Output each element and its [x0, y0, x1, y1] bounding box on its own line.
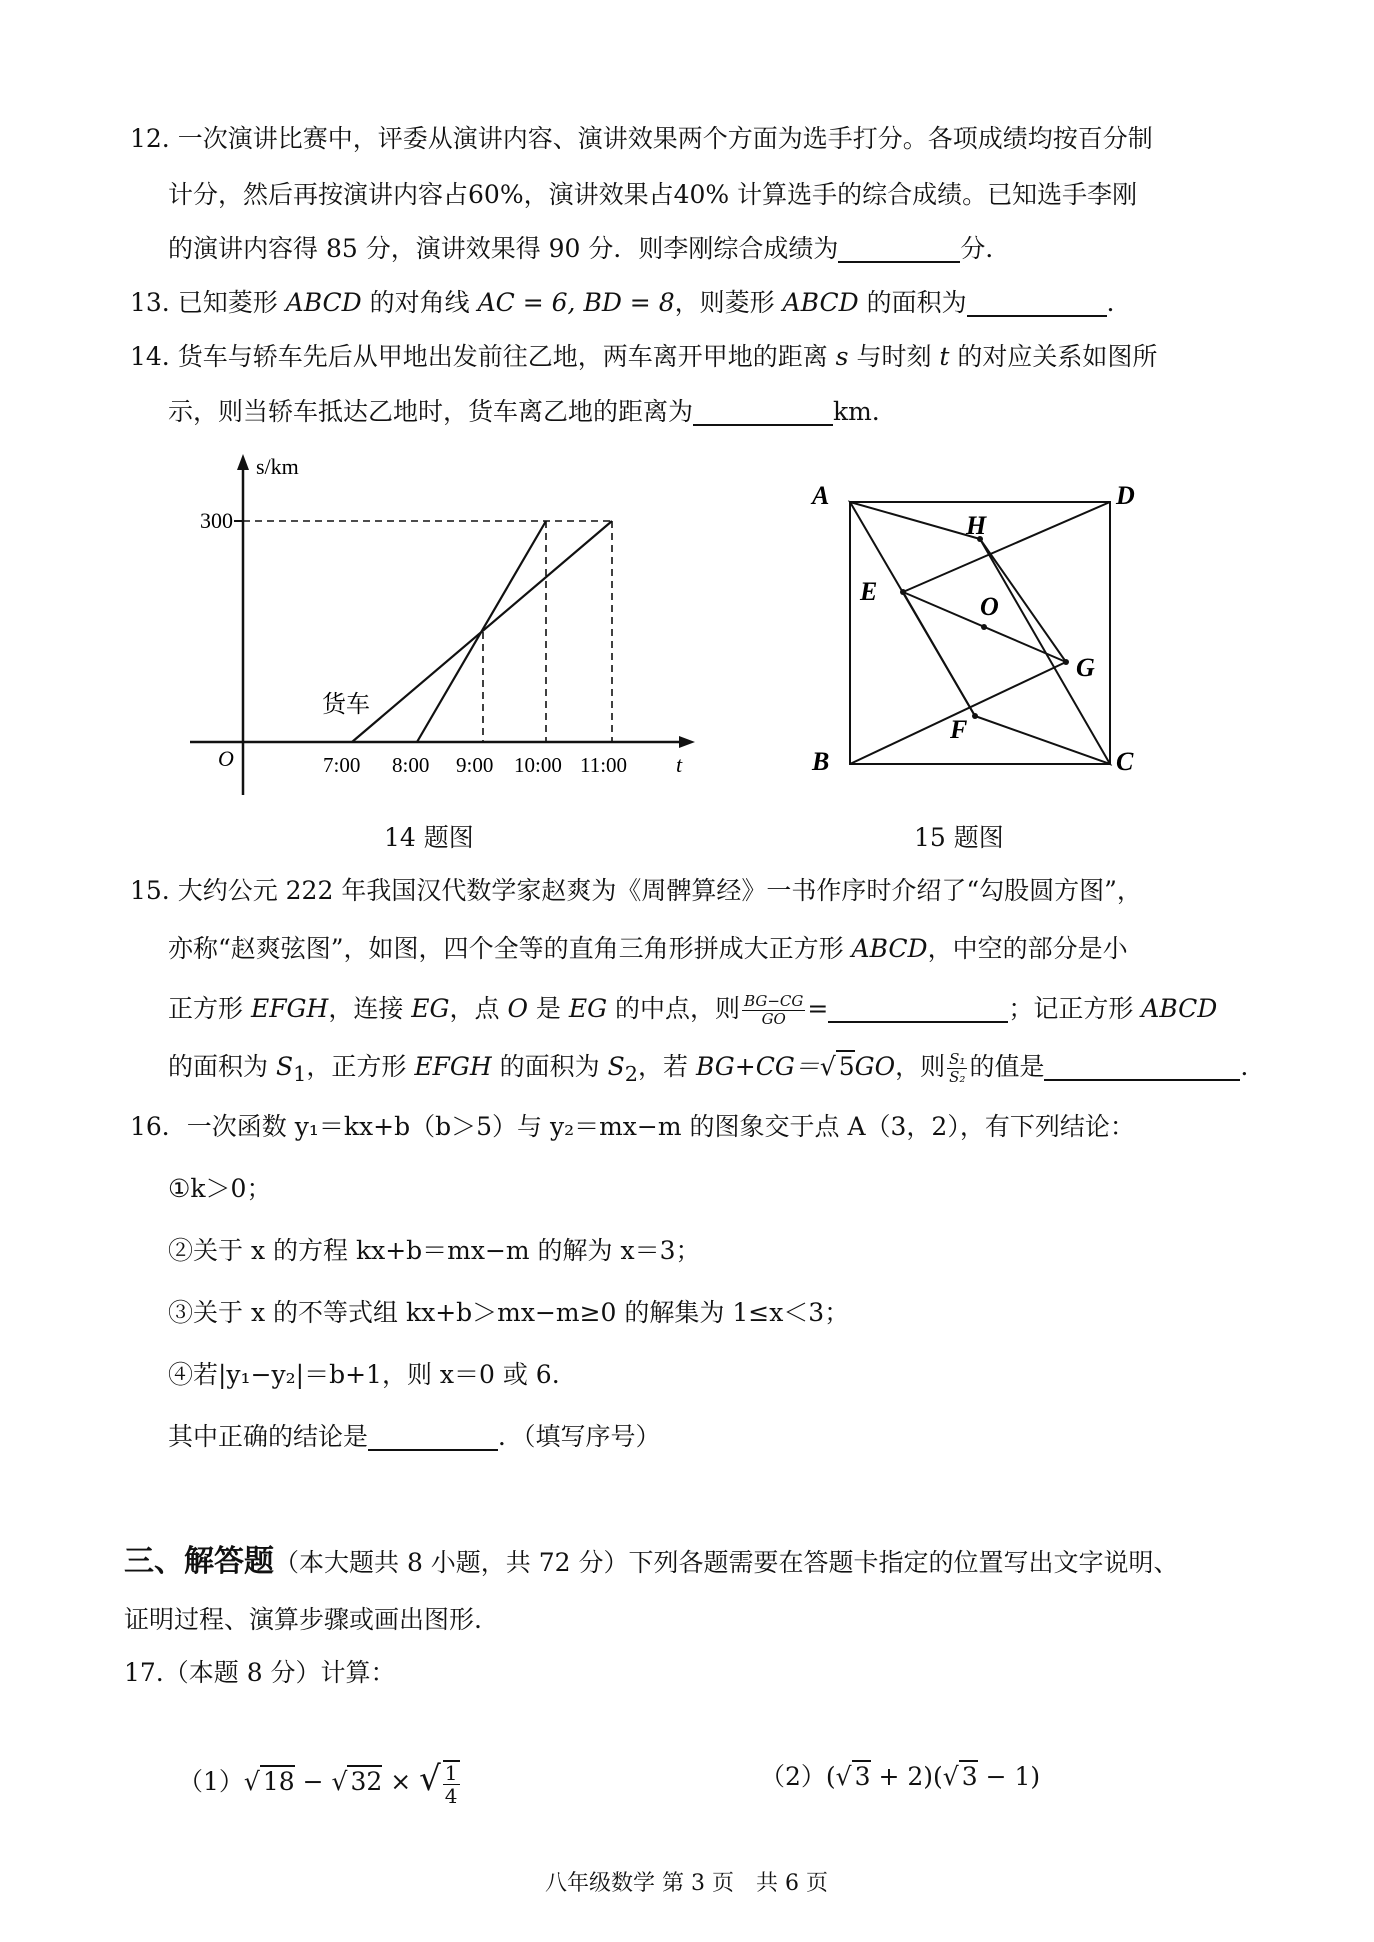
- point-e: [900, 589, 906, 595]
- q13-prefix: 13. 已知菱形: [130, 288, 286, 317]
- q15-end: ．: [1240, 1052, 1266, 1081]
- q14-var-s: s: [835, 342, 849, 371]
- q17-sqrt3b: 3: [959, 1760, 978, 1791]
- label-h: H: [966, 511, 987, 540]
- label-a: A: [812, 481, 830, 510]
- q15-line1: 15. 大约公元 222 年我国汉代数学家赵爽为《周髀算经》一书作序时介绍了“勾股圆方图”，: [130, 876, 1142, 905]
- q15-fraction-den: GO: [761, 1010, 786, 1028]
- q15-s2: S: [607, 1052, 625, 1081]
- x-tick-label: 7:00: [323, 753, 361, 777]
- q16-answer-line: [168, 1420, 661, 1454]
- label-b: B: [812, 747, 830, 776]
- page-footer: 八年级数学 第 3 页 共 6 页: [545, 1871, 828, 1896]
- section-title: 三、解答题: [124, 1544, 274, 1579]
- q15-efgh: EFGH: [250, 994, 329, 1023]
- label-f: F: [950, 715, 968, 744]
- q12-line3: [168, 232, 1010, 266]
- label-e: E: [860, 577, 878, 606]
- q17-plus2: + 2)(: [870, 1762, 943, 1791]
- x-tick-label: 9:00: [456, 753, 494, 777]
- q15-text12: ，若: [638, 1052, 696, 1081]
- section-desc-2: 证明过程、演算步骤或画出图形.: [124, 1605, 482, 1634]
- q17-frac-den: 4: [444, 1784, 458, 1808]
- x-tick-label: 11:00: [580, 753, 628, 777]
- q16-text: 其中正确的结论是: [168, 1422, 369, 1451]
- x-tick-label: 10:00: [514, 753, 562, 777]
- q17-sqrt3a: 3: [852, 1760, 871, 1791]
- q15-o: O: [507, 994, 528, 1023]
- q16-conclusion-1: ①k＞0；: [168, 1174, 272, 1203]
- truck-label: 货车: [322, 692, 370, 718]
- q17-p1-label: （1）: [178, 1767, 244, 1796]
- q15-s1-sub: 1: [293, 1062, 307, 1086]
- q17-fraction: [443, 1760, 460, 1807]
- q17-paren1: (: [825, 1762, 836, 1791]
- q12-unit: 分．: [960, 234, 1011, 263]
- q16-conclusion-3: ③关于 x 的不等式组 kx+b＞mx−m≥0 的解集为 1≤x＜3；: [168, 1298, 850, 1327]
- q17-minus: −: [294, 1767, 332, 1796]
- line-ef: [903, 592, 975, 716]
- q15-text13: ，则: [895, 1052, 946, 1081]
- q12-line3-text: 的演讲内容得 85 分，演讲效果得 90 分．则李刚综合成绩为: [168, 234, 839, 263]
- q15-fraction2-num: S₁: [949, 1050, 966, 1068]
- q17-sqrt18: 18: [260, 1765, 295, 1796]
- q15-text6: 是: [527, 994, 569, 1023]
- q13-text1: 的对角线: [361, 288, 478, 317]
- q17-sqrt32: 32: [347, 1765, 382, 1796]
- q13-line: [130, 286, 1132, 320]
- q15-cond: BG+CG＝: [695, 1052, 820, 1081]
- answer-blank-14: [693, 398, 833, 426]
- answer-blank-16: [368, 1423, 498, 1451]
- q14-var-t: t: [939, 342, 950, 371]
- q15-text14: 的值是: [969, 1052, 1045, 1081]
- q15-text4: ，连接: [328, 994, 412, 1023]
- q15-fraction: [742, 993, 805, 1028]
- q15-text9: 的面积为: [168, 1052, 276, 1081]
- q15-go: GO: [854, 1052, 896, 1081]
- point-f: [972, 713, 978, 719]
- q15-s2-sub: 2: [624, 1062, 638, 1086]
- q15-text8: ；记正方形: [1008, 994, 1142, 1023]
- q16-conclusion-2: ②关于 x 的方程 kx+b＝mx−m 的解为 x＝3；: [168, 1236, 701, 1265]
- q14-line1: [130, 340, 1157, 374]
- q15-text7: 的中点，则: [607, 994, 741, 1023]
- q15-line4: 的面积为 $S_1$，正方形 EFGH 的面积为 $S_2$，若 BG+CG＝√ 5GO，则 $\frac{\text{S₁}}{\text{S₂}}$ 的值是 ．: [168, 1050, 1266, 1086]
- label-d: D: [1116, 481, 1135, 510]
- answer-blank-13: [967, 289, 1107, 317]
- figure-15-caption: 15 题图: [914, 823, 1004, 852]
- x-axis-label: t: [676, 752, 683, 777]
- label-g: G: [1076, 653, 1095, 682]
- q15-line2: [168, 932, 1128, 966]
- q15-text2: ，中空的部分是小: [927, 934, 1128, 963]
- q15-eq: =: [807, 994, 829, 1023]
- q15-text11: 的面积为: [491, 1052, 608, 1081]
- q15-text5: ，点: [449, 994, 508, 1023]
- q15-sqrt5: 5: [836, 1050, 855, 1081]
- q14-unit: km．: [833, 397, 897, 426]
- answer-blank-15b: [1044, 1053, 1240, 1081]
- line-bg: [850, 662, 1066, 764]
- q17-part1: （1）√ 18 − √ 32 × √ $\frac{1}{4}$: [178, 1759, 458, 1808]
- x-tick-label: 8:00: [392, 753, 430, 777]
- figure-15-diagram: [800, 470, 1180, 790]
- q15-text1: 亦称“赵爽弦图”，如图，四个全等的直角三角形拼成大正方形: [168, 934, 852, 963]
- q12-line2: 计分，然后再按演讲内容占60%，演讲效果占40% 计算选手的综合成绩。已知选手李刚: [168, 180, 1138, 209]
- q15-abcd: ABCD: [851, 934, 928, 963]
- q13-text3: 的面积为: [858, 288, 967, 317]
- figure-14-caption: 14 题图: [384, 823, 474, 852]
- q15-text10: ，正方形: [306, 1052, 415, 1081]
- section-3-header: [124, 1536, 1179, 1580]
- q14-text3: 的对应关系如图所: [949, 342, 1158, 371]
- q17-frac-num: 1: [444, 1761, 458, 1785]
- y-axis-label: s/km: [256, 454, 299, 479]
- q15-fraction-num: BG−CG: [744, 992, 804, 1010]
- q15-s1: S: [275, 1052, 294, 1081]
- q15-line3: [168, 992, 1217, 1028]
- q13-end: ．: [1106, 288, 1132, 317]
- q13-condition: AC = 6, BD = 8: [477, 288, 675, 317]
- q15-efgh-2: EFGH: [414, 1052, 492, 1081]
- q17-times: ×: [382, 1767, 420, 1796]
- q15-abcd-2: ABCD: [1141, 994, 1218, 1023]
- q16-line1: 16．一次函数 y₁＝kx+b（b＞5）与 y₂＝mx−m 的图象交于点 A（3，2），有下列结论：: [130, 1112, 1135, 1141]
- q17-head: 17.（本题 8 分）计算：: [124, 1658, 396, 1687]
- q17-part2: （2）(√ 3 + 2)(√ 3 − 1): [760, 1762, 1041, 1791]
- q17-minus1: − 1): [977, 1762, 1041, 1791]
- q14-text1: 14. 货车与轿车先后从甲地出发前往乙地，两车离开甲地的距离: [130, 342, 836, 371]
- q15-fraction2-den: S₂: [949, 1068, 966, 1086]
- origin-label: O: [218, 746, 234, 771]
- q14-line2: [168, 395, 897, 429]
- q13-abcd: ABCD: [285, 288, 362, 317]
- q14-text4: 示，则当轿车抵达乙地时，货车离乙地的距离为: [168, 397, 694, 426]
- section-desc: （本大题共 8 小题，共 72 分）下列各题需要在答题卡指定的位置写出文字说明、: [274, 1548, 1179, 1577]
- label-c: C: [1116, 747, 1134, 776]
- point-o: [981, 624, 987, 630]
- q16-conclusion-4: ④若|y₁−y₂|＝b+1，则 x＝0 或 6.: [168, 1360, 560, 1389]
- car-line: [417, 521, 546, 742]
- y-tick-300: 300: [200, 508, 233, 533]
- q15-eg: EG: [411, 994, 450, 1023]
- answer-blank-12: [838, 235, 960, 263]
- q15-eg-2: EG: [568, 994, 608, 1023]
- q13-abcd-2: ABCD: [782, 288, 859, 317]
- answer-blank-15a: [828, 995, 1008, 1023]
- q14-text2: 与时刻: [848, 342, 940, 371]
- figure-14-chart: [180, 440, 720, 810]
- x-axis-arrow: [679, 736, 695, 748]
- q15-text3: 正方形: [168, 994, 251, 1023]
- label-o: O: [980, 592, 999, 621]
- q15-fraction-2: [947, 1051, 967, 1086]
- q16-hint: ．（填写序号）: [498, 1422, 661, 1451]
- y-axis-arrow: [237, 454, 249, 470]
- q13-text2: ，则菱形: [674, 288, 783, 317]
- point-g: [1063, 659, 1069, 665]
- q12-line1: 12. 一次演讲比赛中，评委从演讲内容、演讲效果两个方面为选手打分。各项成绩均按百分制: [130, 124, 1153, 153]
- q17-p2-label: （2）: [760, 1762, 826, 1791]
